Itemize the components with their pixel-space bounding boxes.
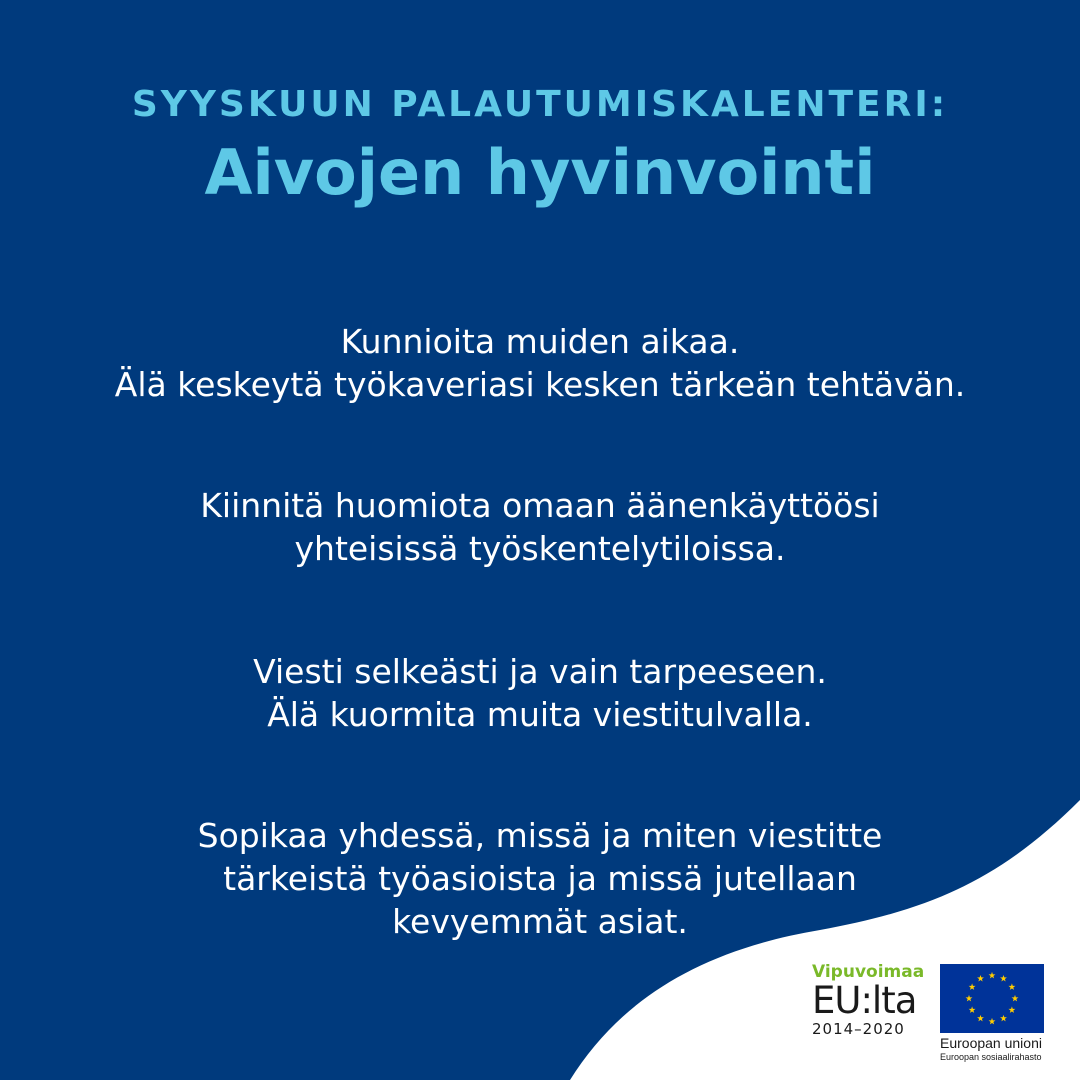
- vipuvoimaa-logo: [812, 962, 925, 1038]
- tip-line: Kunnioita muiden aikaa.: [340, 322, 740, 361]
- calendar-subtitle: SYYSKUUN PALAUTUMISKALENTERI:: [131, 84, 949, 125]
- tip-line: Älä keskeytä työkaveriasi kesken tärkeän tehtävän.: [114, 365, 966, 404]
- eu-logo-fund: Euroopan sosiaalirahasto: [940, 1052, 1042, 1062]
- tip-line: yhteisissä työskentelytiloissa.: [294, 529, 786, 568]
- tip-line: Kiinnitä huomiota omaan äänenkäyttöösi: [200, 486, 880, 525]
- tip-block: [40, 814, 1040, 943]
- tip-line: tärkeistä työasioista ja missä jutellaan: [223, 859, 857, 898]
- tip-line: kevyemmät asiat.: [392, 902, 688, 941]
- eu-logo-name: Euroopan unioni: [940, 1035, 1042, 1051]
- tip-block: [40, 484, 1040, 570]
- vipuvoimaa-logo-eu: EU:lta: [812, 979, 917, 1022]
- tip-line: Sopikaa yhdessä, missä ja miten viestitte: [197, 816, 883, 855]
- page-title: Aivojen hyvinvointi: [204, 136, 876, 209]
- tip-block: [40, 650, 1040, 736]
- tip-line: Viesti selkeästi ja vain tarpeeseen.: [253, 652, 827, 691]
- tip-block: [40, 320, 1040, 406]
- vipuvoimaa-logo-name: Vipuvoimaa: [812, 962, 925, 982]
- vipuvoimaa-logo-years: 2014–2020: [812, 1020, 905, 1038]
- tip-line: Älä kuormita muita viestitulvalla.: [267, 695, 813, 734]
- eu-flag-icon: [940, 964, 1044, 1033]
